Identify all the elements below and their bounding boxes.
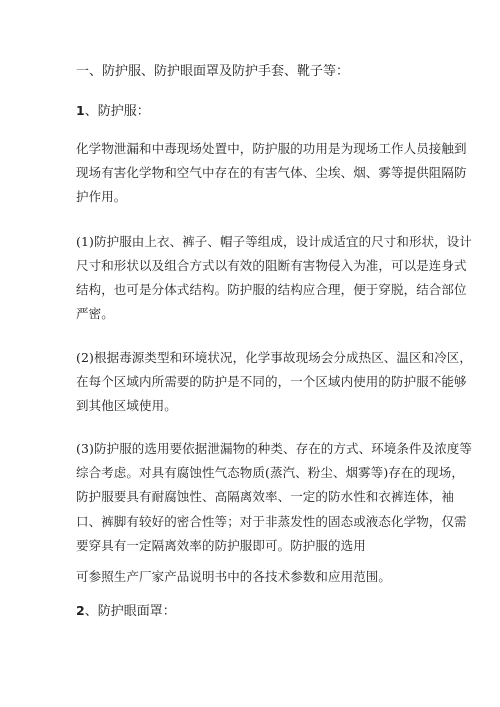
paragraph-line: 结构，也可是分体式结构。防护服的结构应合理，便于穿脱，结合部位 [76, 282, 467, 297]
subheading-protective-clothing [76, 103, 150, 120]
paragraph-line: 口、裤脚有较好的密合性等；对于非蒸发性的固态或液态化学物，仅需 [76, 514, 467, 529]
paragraph-line: 现场有害化学物和空气中存在的有害气体、尘埃、烟、雾等提供阻隔防 [76, 165, 467, 180]
subheading-label: 、防护服： [84, 104, 150, 119]
paragraph-line: 可参照生产厂家产品说明书中的各技术参数和应用范围。 [76, 569, 392, 584]
paragraph-line: 化学物泄漏和中毒现场处置中，防护服的功用是为现场工作人员接触到 [76, 141, 467, 156]
section-title: 一、防护服、防护眼面罩及防护手套、靴子等： [76, 64, 350, 79]
paragraph-line: 防护服要具有耐腐蚀性、高隔离效率、一定的防水性和衣裤连体，袖 [76, 489, 455, 504]
paragraph-line: 综合考虑。对具有腐蚀性气态物质(蒸汽、粉尘、烟雾等)存在的现场， [76, 465, 464, 480]
paragraph-line: 到其他区域使用。 [76, 398, 177, 413]
paragraph-line: 严密。 [76, 306, 114, 321]
subheading-label: 、防护眼面罩： [84, 604, 176, 619]
subheading-eye-face-shield [76, 603, 176, 620]
subheading-number: 1 [76, 103, 85, 118]
paragraph-line: 在每个区域内所需要的防护是不同的，一个区域内使用的防护服不能够 [76, 374, 467, 389]
paragraph-line: 护作用。 [76, 189, 127, 204]
paragraph-line: (2)根据毒源类型和环境状况，化学事故现场会分成热区、温区和冷区， [76, 350, 473, 365]
paragraph-line: (1)防护服由上衣、裤子、帽子等组成，设计成适宜的尺寸和形状，设计 [76, 234, 473, 249]
paragraph-line: (3)防护服的选用要依据泄漏物的种类、存在的方式、环境条件及浓度等 [76, 441, 473, 456]
paragraph-line: 要穿具有一定隔离效率的防护服即可。防护服的选用 [76, 538, 366, 553]
subheading-number: 2 [76, 603, 85, 618]
paragraph-line: 尺寸和形状以及组合方式以有效的阻断有害物侵入为准，可以是连身式 [76, 258, 467, 273]
